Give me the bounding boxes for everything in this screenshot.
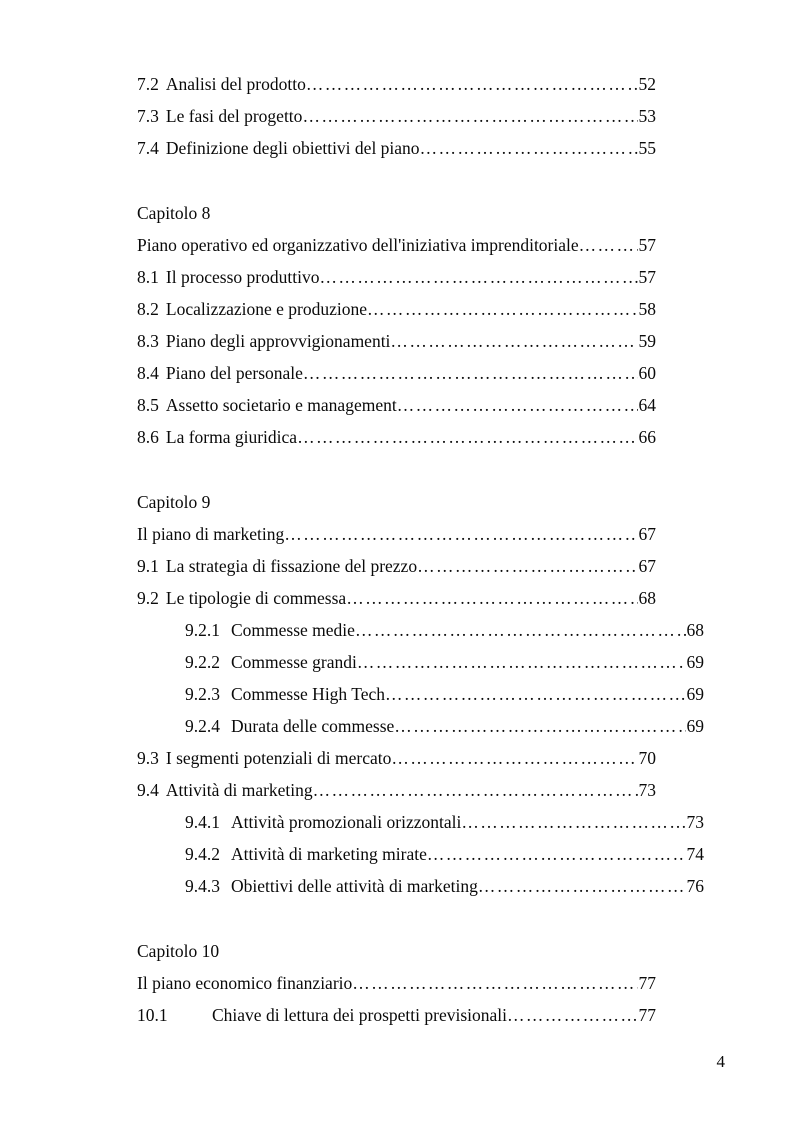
toc-leader-dots: [357, 646, 686, 678]
toc-entry-page-number: 69: [686, 716, 704, 736]
toc-entry-title: Definizione degli obiettivi del piano: [165, 138, 420, 158]
toc-entry[interactable]: [137, 421, 656, 453]
toc-leader-dots: [391, 742, 637, 774]
toc-entry[interactable]: [137, 389, 656, 421]
toc-entry-page-number: 57: [638, 267, 656, 287]
toc-entry-number: 9.3: [137, 748, 159, 768]
toc-entry-number: 9.4.2: [185, 844, 220, 864]
toc-entry-title: Il piano di marketing: [137, 524, 285, 544]
toc-entry-page-number: 52: [638, 74, 656, 94]
toc-entry-title: Analisi del prodotto: [165, 74, 306, 94]
toc-entry-number: 9.4: [137, 780, 159, 800]
toc-entry-title: Piano del personale: [165, 363, 303, 383]
toc-entry-number: 8.6: [137, 427, 159, 447]
toc-entry[interactable]: [137, 999, 656, 1031]
toc-entry-number: 9.4.3: [185, 876, 220, 896]
toc-entry[interactable]: [137, 550, 656, 582]
toc-leader-dots: [319, 261, 637, 293]
toc-entry-page-number: 64: [638, 395, 656, 415]
toc-leader-dots: [420, 132, 638, 164]
toc-leader-dots: [394, 710, 685, 742]
toc-entry-number: 9.2.3: [185, 684, 220, 704]
toc-entry-title: Piano degli approvvigionamenti: [165, 331, 391, 351]
toc-entry[interactable]: [137, 293, 656, 325]
toc-entry-title: Assetto societario e management: [165, 395, 397, 415]
section-gap: [137, 902, 656, 935]
toc-entry-number: 8.5: [137, 395, 159, 415]
toc-entry[interactable]: [137, 742, 656, 774]
toc-entry[interactable]: [137, 774, 656, 806]
toc-leader-dots: [346, 582, 637, 614]
toc-entry-page-number: 53: [638, 106, 656, 126]
toc-entry-page-number: 77: [638, 973, 656, 993]
toc-leader-dots: [284, 518, 637, 550]
toc-entry[interactable]: [137, 261, 656, 293]
toc-entry[interactable]: [137, 68, 656, 100]
toc-leader-dots: [313, 774, 638, 806]
toc-entry[interactable]: [137, 132, 656, 164]
toc-entry[interactable]: [137, 838, 704, 870]
toc-entry[interactable]: [137, 806, 704, 838]
toc-entry-number: 8.1: [137, 267, 159, 287]
toc-entry-page-number: 55: [638, 138, 656, 158]
toc-entry-number: 7.3: [137, 106, 159, 126]
toc-entry-number: 7.4: [137, 138, 159, 158]
toc-entry-number: 9.4.1: [185, 812, 220, 832]
toc-entry-page-number: 59: [638, 331, 656, 351]
toc-entry-title: Commesse grandi: [231, 652, 357, 672]
toc-entry[interactable]: [137, 582, 656, 614]
toc-entry-page-number: 73: [638, 780, 656, 800]
toc-entry-number: 9.2.1: [185, 620, 220, 640]
toc-leader-dots: [478, 870, 686, 902]
toc-entry-number: 10.1: [137, 1005, 168, 1025]
toc-entry-page-number: 67: [638, 556, 656, 576]
toc-entry[interactable]: [137, 357, 656, 389]
toc-entry[interactable]: [137, 325, 656, 357]
toc-entry-title: La forma giuridica: [165, 427, 298, 447]
toc-entry-title: Attività di marketing mirate: [231, 844, 427, 864]
toc-entry-number: 7.2: [137, 74, 159, 94]
toc-entry[interactable]: [137, 678, 704, 710]
toc-chapter-heading-label: Capitolo 9: [137, 492, 211, 512]
toc-entry-number: 9.1: [137, 556, 159, 576]
toc-chapter-heading-label: Capitolo 10: [137, 941, 220, 961]
toc-entry[interactable]: [137, 614, 704, 646]
toc-leader-dots: [427, 838, 686, 870]
toc-entry-title: Chiave di lettura dei prospetti previsionali: [212, 1005, 507, 1025]
toc-leader-dots: [461, 806, 685, 838]
toc-entry-title: La strategia di fissazione del prezzo: [165, 556, 418, 576]
toc-chapter-heading-label: Capitolo 8: [137, 203, 211, 223]
toc-entry-page-number: 68: [686, 620, 704, 640]
toc-entry[interactable]: [137, 967, 656, 999]
toc-entry-number: 8.2: [137, 299, 159, 319]
toc-leader-dots: [397, 389, 638, 421]
toc-entry-title: Obiettivi delle attività di marketing: [231, 876, 478, 896]
toc-leader-dots: [390, 325, 637, 357]
toc-entry-page-number: 69: [686, 652, 704, 672]
toc-chapter-heading: [137, 197, 656, 229]
toc-leader-dots: [579, 229, 638, 261]
toc-leader-dots: [417, 550, 637, 582]
toc-entry-page-number: 76: [686, 876, 704, 896]
toc-entry-title: Attività promozionali orizzontali: [231, 812, 462, 832]
toc-entry[interactable]: [137, 710, 704, 742]
toc-entry[interactable]: [137, 229, 656, 261]
toc-entry-title: Attività di marketing: [165, 780, 313, 800]
toc-leader-dots: [385, 678, 686, 710]
toc-entry-page-number: 74: [686, 844, 704, 864]
toc-entry-number: 8.3: [137, 331, 159, 351]
toc-leader-dots: [507, 999, 638, 1031]
toc-entry-page-number: 60: [638, 363, 656, 383]
toc-entry-page-number: 67: [638, 524, 656, 544]
page-folio: 4: [716, 1052, 725, 1071]
toc-entry-title: Commesse medie: [231, 620, 355, 640]
toc-entry-page-number: 70: [638, 748, 656, 768]
toc-entry-title: Durata delle commesse: [231, 716, 395, 736]
toc-entry[interactable]: [137, 870, 704, 902]
toc-entry-page-number: 77: [638, 1005, 656, 1025]
toc-entry-title: Le fasi del progetto: [165, 106, 303, 126]
toc-entry-page-number: 73: [686, 812, 704, 832]
toc-entry-number: 8.4: [137, 363, 159, 383]
toc-entry-page-number: 69: [686, 684, 704, 704]
toc-entry-number: 9.2.4: [185, 716, 220, 736]
toc-entry[interactable]: [137, 100, 656, 132]
toc-entry-page-number: 66: [638, 427, 656, 447]
toc-entry[interactable]: [137, 518, 656, 550]
toc-leader-dots: [355, 614, 686, 646]
toc-entry-title: Il processo produttivo: [165, 267, 320, 287]
toc-entry-title: I segmenti potenziali di mercato: [165, 748, 392, 768]
toc-entry-page-number: 57: [638, 235, 656, 255]
toc-entry-title: Localizzazione e produzione: [165, 299, 368, 319]
toc-entry-title: Le tipologie di commessa: [165, 588, 347, 608]
toc-leader-dots: [352, 967, 637, 999]
toc-entry-page-number: 58: [638, 299, 656, 319]
toc-entry-number: 9.2.2: [185, 652, 220, 672]
toc-leader-dots: [297, 421, 637, 453]
toc-chapter-heading: [137, 935, 656, 967]
toc-entry-title: Piano operativo ed organizzativo dell'iniziativa imprenditoriale: [137, 235, 579, 255]
toc-entry-number: 9.2: [137, 588, 159, 608]
toc-entry[interactable]: [137, 646, 704, 678]
toc-entry-title: Il piano economico finanziario: [137, 973, 353, 993]
toc-entry-page-number: 68: [638, 588, 656, 608]
toc-leader-dots: [367, 293, 637, 325]
section-gap: [137, 453, 656, 486]
toc-entry-title: Commesse High Tech: [231, 684, 385, 704]
toc-leader-dots: [306, 68, 638, 100]
toc-leader-dots: [302, 100, 637, 132]
toc-chapter-heading: [137, 486, 656, 518]
table-of-contents: [137, 68, 704, 1031]
section-gap: [137, 164, 656, 197]
toc-leader-dots: [303, 357, 638, 389]
